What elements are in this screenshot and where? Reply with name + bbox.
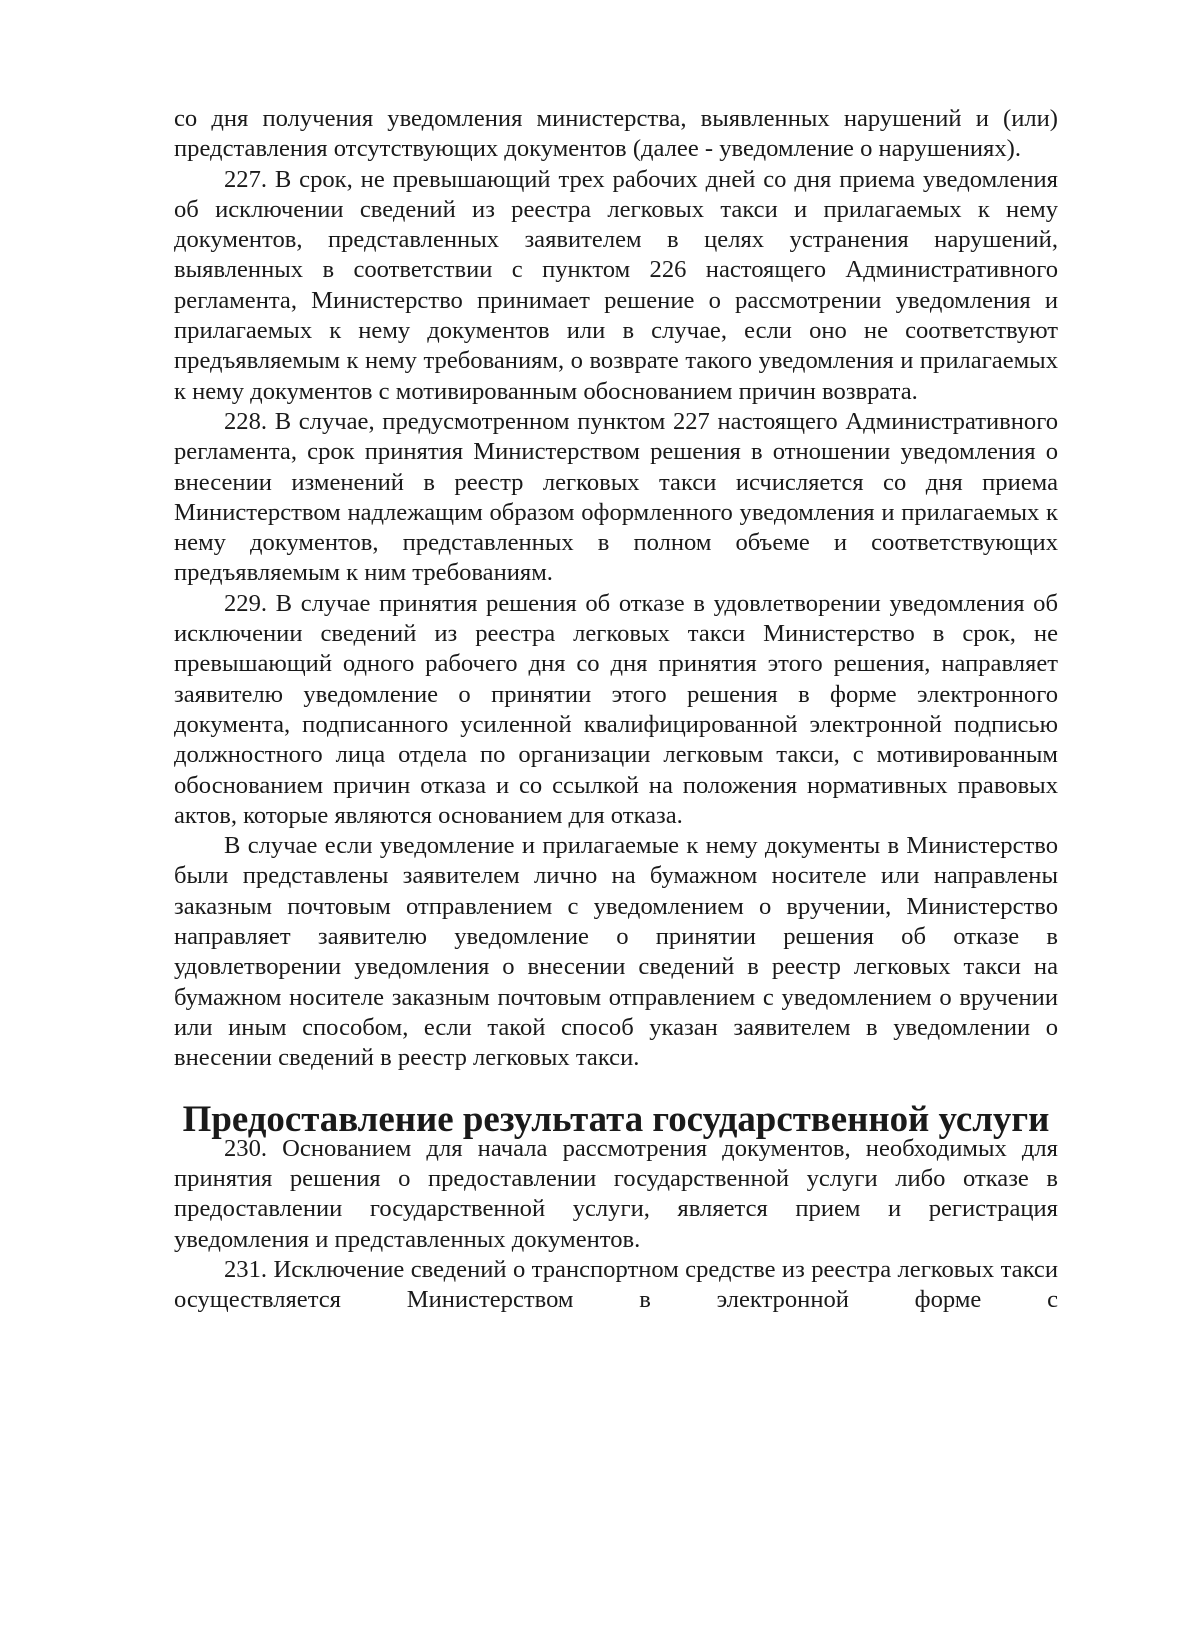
paragraph-228: 228. В случае, предусмотренном пунктом 227 настоящего Административного регламента, срок принятия Министерством решения в отношении уведомления о внесении изменений в реестр легковых такси исчисляется со дня приема Министерством надлежащим образом оформленного уведомления и прилагаемых к нему документов, представленных в полном объеме и соответствующих предъявляемым к ним требованиям. [174, 407, 1058, 587]
paragraph-231: 231. Исключение сведений о транспортном средстве из реестра легковых такси осуществляется Министерством в электронной форме с [174, 1255, 1058, 1314]
paragraph-230: 230. Основанием для начала рассмотрения документов, необходимых для принятия решения о предоставлении государственной услуги либо отказе в предоставлении государственной услуги, является прием и регистрация уведомления и представленных документов. [174, 1134, 1058, 1253]
paragraph-continuation: со дня получения уведомления министерства, выявленных нарушений и (или) представления отсутствующих документов (далее - уведомление о нарушениях). [174, 105, 1058, 163]
paragraph-229: 229. В случае принятия решения об отказе в удовлетворении уведомления об исключении сведений из реестра легковых такси Министерство в срок, не превышающий одного рабочего дня со дня принятия этого решения, направляет заявителю уведомление о принятии этого решения в форме электронного документа, подписанного усиленной квалифицированной электронной подписью должностного лица отдела по организации легковым такси, с мотивированным обоснованием причин отказа и со ссылкой на положения нормативных правовых актов, которые являются основанием для отказа. [174, 589, 1058, 829]
paragraph-229-notice: В случае если уведомление и прилагаемые к нему документы в Министерство были представлены заявителем лично на бумажном носителе или направлены заказным почтовым отправлением с уведомлением о вручении, Министерство направляет заявителю уведомление о принятии решения об отказе в удовлетворении уведомления о внесении сведений в реестр легковых такси на бумажном носителе заказным почтовым отправлением с уведомлением о вручении или иным способом, если такой способ указан заявителем в уведомлении о внесении сведений в реестр легковых такси. [174, 832, 1058, 1072]
paragraph-227: 227. В срок, не превышающий трех рабочих дней со дня приема уведомления об исключении сведений из реестра легковых такси и прилагаемых к нему документов, представленных заявителем в целях устранения нарушений, выявленных в соответствии с пунктом 226 настоящего Административного регламента, Министерство принимает решение о рассмотрении уведомления и прилагаемых к нему документов или в случае, если оно не соответствуют предъявляемым к нему требованиям, о возврате такого уведомления и прилагаемых к нему документов с мотивированным обоснованием причин возврата. [174, 165, 1058, 405]
section-heading: Предоставление результата государственной услуги [182, 1097, 1050, 1139]
document-page [174, 104, 1058, 1316]
